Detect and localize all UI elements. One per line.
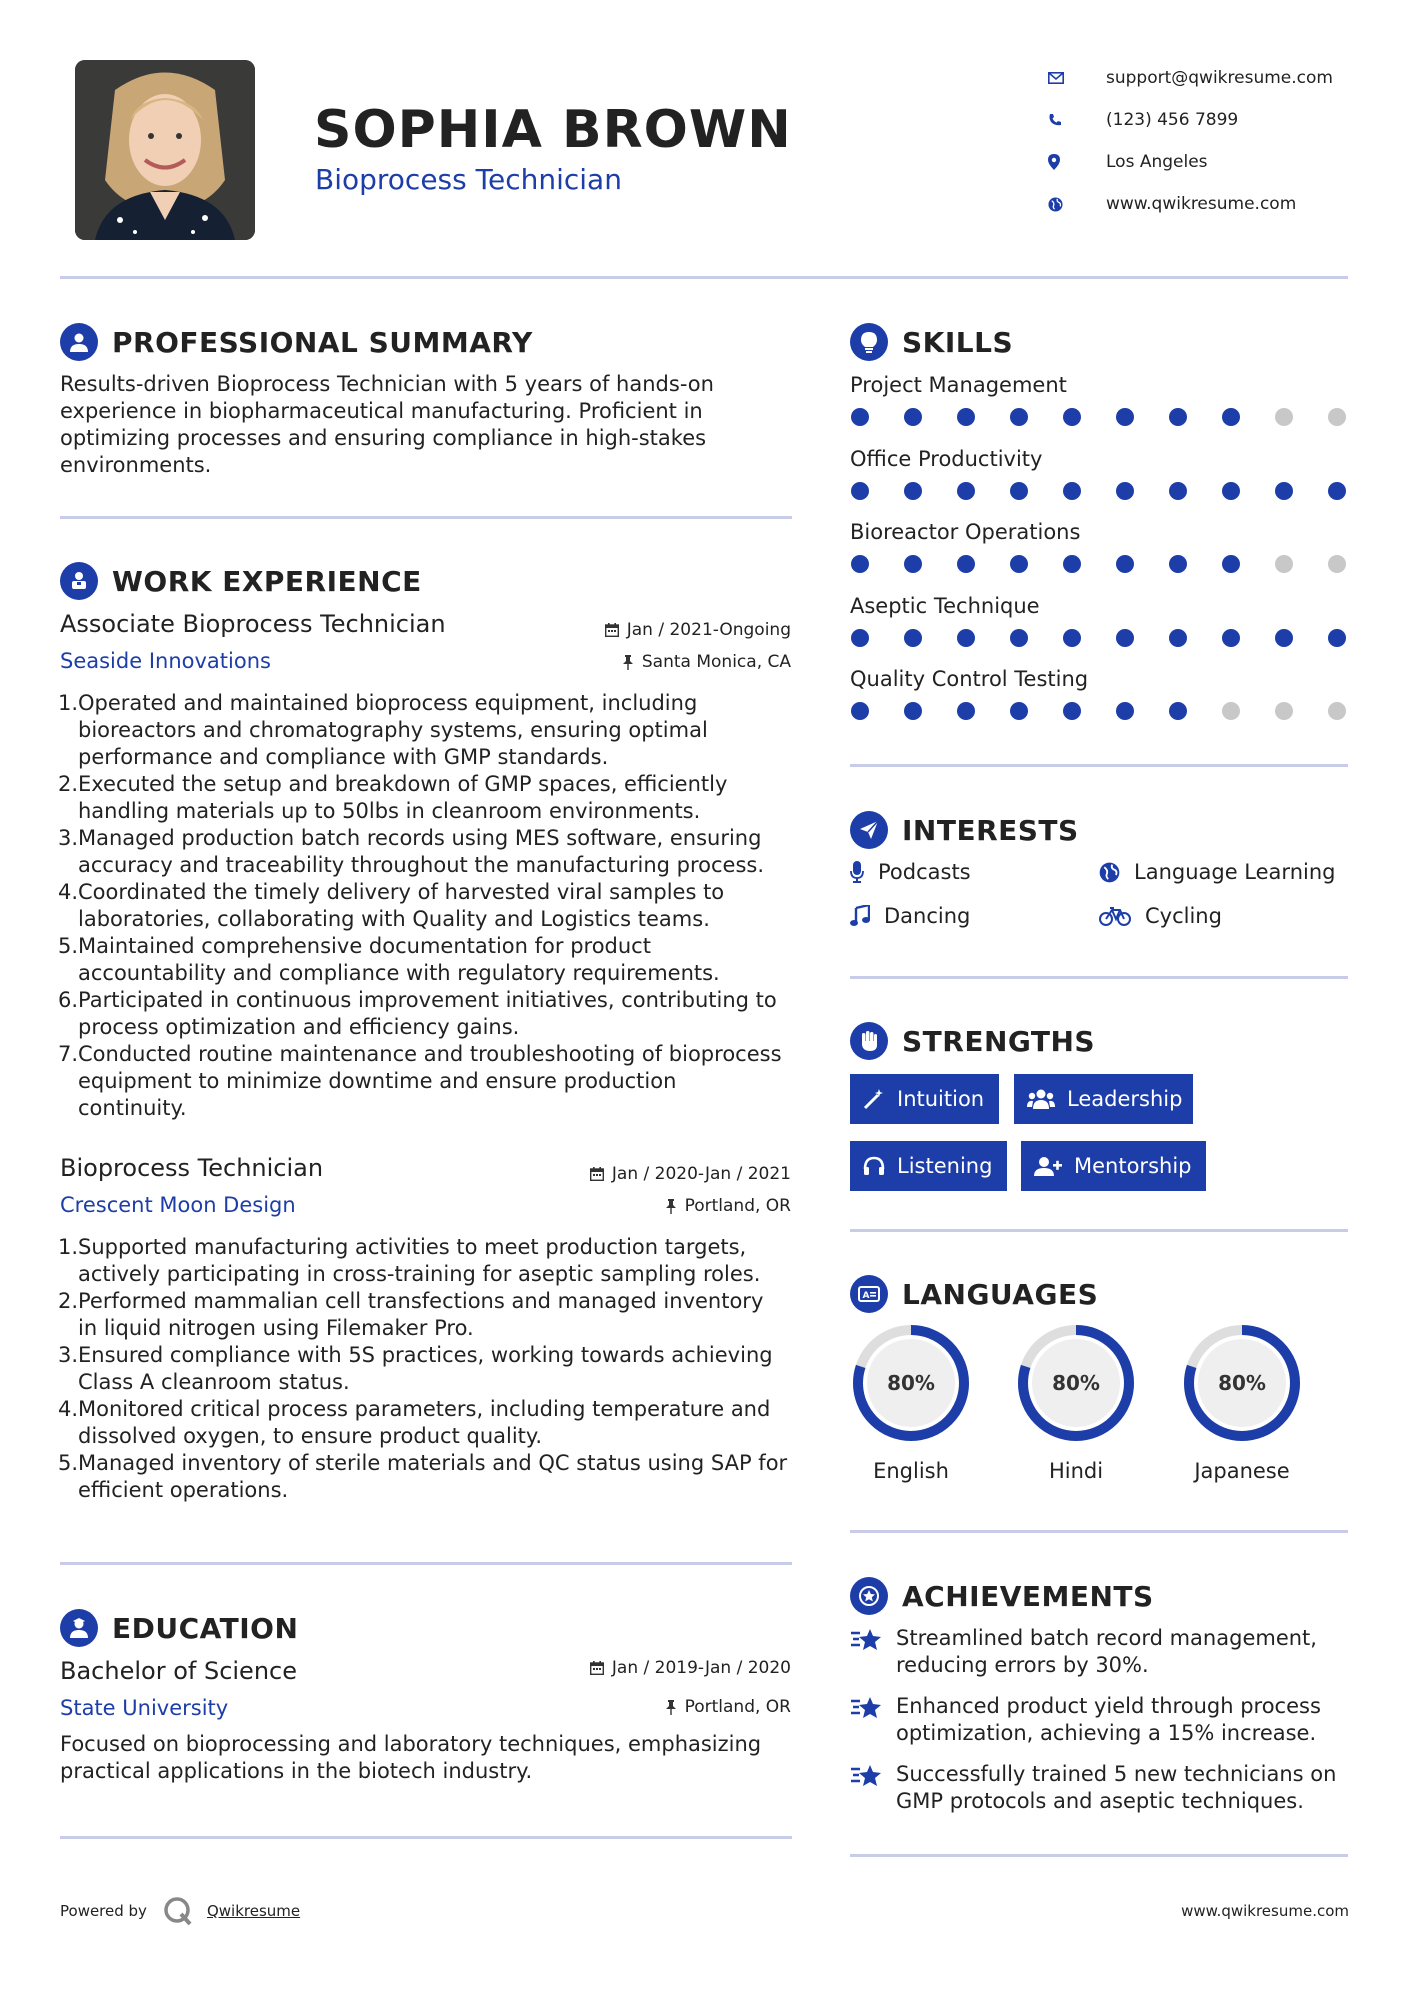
- skill-rating: [851, 702, 1346, 720]
- rating-dot-filled: [1275, 482, 1293, 500]
- skill-rating: [851, 555, 1346, 573]
- shooting-star-icon: [850, 1761, 896, 1815]
- ring-percent-label: 80%: [1218, 1371, 1266, 1395]
- skill-name: Quality Control Testing: [850, 667, 1089, 691]
- contact-location: [1048, 141, 1333, 183]
- fist-icon: [850, 1022, 888, 1060]
- strength-badge: [850, 1141, 1007, 1191]
- job-date: [590, 1164, 791, 1184]
- achievements-heading: [850, 1577, 1154, 1615]
- item-line: Managed production batch records using MES software, ensuring: [78, 826, 762, 850]
- item-line: Coordinated the timely delivery of harvested viral samples to: [78, 880, 725, 904]
- interest-label: Dancing: [884, 904, 971, 928]
- item-line: Operated and maintained bioprocess equipment, including: [78, 691, 698, 715]
- school-name: State University: [60, 1696, 229, 1720]
- item-line: Performed mammalian cell transfections and managed inventory: [78, 1289, 764, 1313]
- profile-photo: [75, 60, 255, 240]
- magic-wand-icon: [863, 1088, 885, 1110]
- rating-dot-filled: [851, 629, 869, 647]
- job-duties: [60, 690, 800, 1122]
- strength-label: Listening: [897, 1154, 993, 1178]
- section-divider: [850, 1530, 1348, 1533]
- rating-dot-filled: [1222, 555, 1240, 573]
- powered-by-text: Powered by: [60, 1902, 147, 1920]
- achievements-title: ACHIEVEMENTS: [902, 1579, 1154, 1613]
- work-heading: [60, 562, 422, 600]
- rating-dot-filled: [1063, 408, 1081, 426]
- item-number: 5.: [58, 1451, 79, 1475]
- rating-dot-filled: [1169, 482, 1187, 500]
- interest-item: [850, 860, 971, 884]
- rating-dot-empty: [1275, 408, 1293, 426]
- job-company: Seaside Innovations: [60, 649, 271, 673]
- strength-badge: [1021, 1141, 1206, 1191]
- strength-label: Leadership: [1067, 1087, 1183, 1111]
- language-progress-ring: [1177, 1318, 1307, 1448]
- interests-title: INTERESTS: [902, 813, 1079, 847]
- job-title: Associate Bioprocess Technician: [60, 610, 446, 638]
- work-title: WORK EXPERIENCE: [112, 564, 422, 598]
- interest-label: Cycling: [1145, 904, 1222, 928]
- achievement-item: [850, 1761, 1336, 1815]
- headphones-icon: [863, 1156, 885, 1176]
- item-line: performance and compliance with GMP standards.: [78, 745, 609, 769]
- star-badge-icon: [850, 1577, 888, 1615]
- globe-icon: [1099, 862, 1120, 883]
- rating-dot-filled: [851, 702, 869, 720]
- skill-name: Office Productivity: [850, 446, 1043, 471]
- skills-title: SKILLS: [902, 325, 1014, 359]
- achievement-line: Streamlined batch record management,: [896, 1626, 1317, 1650]
- phone-icon: [1048, 113, 1078, 127]
- job-date-text: Jan / 2020-Jan / 2021: [611, 1164, 791, 1184]
- rating-dot-filled: [904, 482, 922, 500]
- calendar-icon: [590, 1167, 604, 1181]
- languages-title: LANGUAGES: [902, 1277, 1099, 1311]
- rating-dot-filled: [904, 629, 922, 647]
- list-item: [60, 690, 800, 771]
- envelope-icon: [1048, 72, 1078, 84]
- section-divider: [850, 1854, 1348, 1857]
- rating-dot-filled: [957, 408, 975, 426]
- item-number: 2.: [58, 1289, 79, 1313]
- achievement-line: Enhanced product yield through process: [896, 1694, 1321, 1718]
- paper-plane-icon: [850, 811, 888, 849]
- candidate-role: Bioprocess Technician: [315, 163, 622, 196]
- language-name: Hindi: [1048, 1459, 1104, 1483]
- rating-dot-filled: [904, 408, 922, 426]
- rating-dot-filled: [1010, 408, 1028, 426]
- strength-label: Intuition: [897, 1087, 985, 1111]
- achievement-line: Successfully trained 5 new technicians on: [896, 1762, 1337, 1786]
- achievement-line: GMP protocols and aseptic techniques.: [896, 1789, 1304, 1813]
- contact-website[interactable]: [1048, 183, 1333, 225]
- item-line: accountability and compliance with regulatory requirements.: [78, 961, 720, 985]
- rating-dot-filled: [957, 702, 975, 720]
- strength-badge: [850, 1074, 999, 1124]
- strengths-heading: [850, 1022, 1095, 1060]
- list-item: [60, 987, 800, 1041]
- language-icon: [850, 1275, 888, 1313]
- briefcase-user-icon: [60, 562, 98, 600]
- language-progress-ring: [846, 1318, 976, 1448]
- job-location-text: Portland, OR: [684, 1196, 791, 1216]
- rating-dot-filled: [957, 555, 975, 573]
- rating-dot-filled: [851, 555, 869, 573]
- item-line: Ensured compliance with 5S practices, working towards achieving: [78, 1343, 773, 1367]
- rating-dot-filled: [904, 555, 922, 573]
- section-divider: [850, 1229, 1348, 1232]
- list-item: [60, 1342, 800, 1396]
- rating-dot-filled: [1328, 482, 1346, 500]
- microphone-icon: [850, 861, 864, 883]
- item-line: Managed inventory of sterile materials and QC status using SAP for: [78, 1451, 788, 1475]
- skill-name: Project Management: [850, 373, 1067, 397]
- item-line: accuracy and traceability throughout the manufacturing process.: [78, 853, 765, 877]
- strength-badge: [1014, 1074, 1193, 1124]
- job-location-text: Santa Monica, CA: [641, 652, 791, 672]
- user-plus-icon: [1034, 1156, 1062, 1176]
- education-line: Focused on bioprocessing and laboratory techniques, emphasizing: [60, 1732, 762, 1756]
- item-number: 1.: [58, 1235, 79, 1259]
- rating-dot-filled: [1010, 555, 1028, 573]
- rating-dot-filled: [1116, 555, 1134, 573]
- skill-name: Aseptic Technique: [850, 593, 1040, 618]
- languages-heading: [850, 1275, 1098, 1313]
- interest-label: Podcasts: [878, 860, 971, 884]
- rating-dot-filled: [1328, 629, 1346, 647]
- interest-item: [1099, 860, 1335, 884]
- job-duties: [60, 1234, 800, 1504]
- item-number: 4.: [58, 880, 79, 904]
- pushpin-icon: [665, 1199, 677, 1214]
- interests-heading: [850, 811, 1079, 849]
- rating-dot-empty: [1275, 555, 1293, 573]
- calendar-icon: [590, 1661, 604, 1675]
- item-number: 4.: [58, 1397, 79, 1421]
- rating-dot-filled: [957, 482, 975, 500]
- item-number: 6.: [58, 988, 79, 1012]
- list-item: [60, 1396, 800, 1450]
- item-line: equipment to minimize downtime and ensure production: [78, 1069, 677, 1093]
- section-divider: [850, 764, 1348, 767]
- users-icon: [1027, 1089, 1055, 1109]
- education-date: [590, 1658, 791, 1678]
- footer-website-link[interactable]: www.qwikresume.com: [1181, 1902, 1349, 1920]
- achievement-line: optimization, achieving a 15% increase.: [896, 1721, 1317, 1745]
- rating-dot-filled: [1010, 482, 1028, 500]
- map-pin-icon: [1048, 154, 1078, 170]
- degree-title: Bachelor of Science: [60, 1657, 297, 1685]
- rating-dot-filled: [1169, 408, 1187, 426]
- rating-dot-filled: [904, 702, 922, 720]
- section-divider: [60, 1836, 792, 1839]
- contact-phone-text: (123) 456 7899: [1106, 110, 1239, 130]
- rating-dot-filled: [957, 629, 975, 647]
- bicycle-icon: [1099, 906, 1131, 926]
- list-item: [60, 1234, 800, 1288]
- education-title: EDUCATION: [112, 1611, 299, 1645]
- education-location: [665, 1697, 791, 1717]
- rating-dot-filled: [1063, 482, 1081, 500]
- item-line: continuity.: [78, 1096, 187, 1120]
- interest-item: [850, 904, 970, 928]
- item-line: bioreactors and chromatography systems, ensuring optimal: [78, 718, 708, 742]
- summary-heading: [60, 323, 533, 361]
- rating-dot-filled: [1010, 702, 1028, 720]
- shooting-star-icon: [850, 1625, 896, 1679]
- contact-website-text: www.qwikresume.com: [1106, 194, 1297, 214]
- contact-email[interactable]: [1048, 57, 1333, 99]
- rating-dot-filled: [1063, 629, 1081, 647]
- contact-list: [1048, 57, 1333, 225]
- ring-percent-label: 80%: [1052, 1371, 1100, 1395]
- qwikresume-logo-icon: [163, 1896, 193, 1926]
- item-number: 5.: [58, 934, 79, 958]
- summary-line: experience in biopharmaceutical manufacturing. Proficient in: [60, 399, 703, 423]
- user-icon: [60, 323, 98, 361]
- item-number: 2.: [58, 772, 79, 796]
- item-line: in liquid nitrogen using Filemaker Pro.: [78, 1316, 474, 1340]
- summary-line: optimizing processes and ensuring compliance in high-stakes: [60, 426, 707, 450]
- globe-icon: [1048, 197, 1078, 212]
- contact-location-text: Los Angeles: [1106, 152, 1208, 172]
- summary-title: PROFESSIONAL SUMMARY: [112, 325, 533, 359]
- language-name: Japanese: [1194, 1459, 1290, 1483]
- qwikresume-link[interactable]: Qwikresume: [206, 1902, 301, 1920]
- contact-phone[interactable]: [1048, 99, 1333, 141]
- education-heading: [60, 1609, 298, 1647]
- skills-heading: [850, 323, 1013, 361]
- rating-dot-filled: [1116, 482, 1134, 500]
- rating-dot-empty: [1328, 555, 1346, 573]
- summary-line: Results-driven Bioprocess Technician with 5 years of hands-on: [60, 372, 714, 396]
- interest-item: [1099, 904, 1222, 928]
- item-line: Conducted routine maintenance and troubleshooting of bioprocess: [78, 1042, 782, 1066]
- item-line: dissolved oxygen, to ensure product quality.: [78, 1424, 543, 1448]
- strengths-title: STRENGTHS: [902, 1024, 1096, 1058]
- item-number: 1.: [58, 691, 79, 715]
- achievement-item: [850, 1693, 1321, 1747]
- item-line: Monitored critical process parameters, including temperature and: [78, 1397, 771, 1421]
- skill-name: Bioreactor Operations: [850, 520, 1081, 544]
- section-divider: [60, 516, 792, 519]
- list-item: [60, 1041, 800, 1122]
- section-divider: [850, 976, 1348, 979]
- summary-line: environments.: [60, 453, 212, 477]
- item-line: actively participating in cross-training for aseptic sampling roles.: [78, 1262, 761, 1286]
- job-location: [665, 1196, 791, 1216]
- rating-dot-filled: [1222, 629, 1240, 647]
- lightbulb-icon: [850, 323, 888, 361]
- achievement-item: [850, 1625, 1317, 1679]
- language-name: English: [873, 1459, 949, 1483]
- job-date-text: Jan / 2021-Ongoing: [626, 620, 791, 640]
- graduate-icon: [60, 1609, 98, 1647]
- skill-rating: [851, 408, 1346, 426]
- candidate-name: SOPHIA BROWN: [314, 100, 792, 160]
- item-line: laboratories, collaborating with Quality and Logistics teams.: [78, 907, 710, 931]
- list-item: [60, 825, 800, 879]
- rating-dot-filled: [1222, 482, 1240, 500]
- item-line: Participated in continuous improvement initiatives, contributing to: [78, 988, 777, 1012]
- footer-powered-by: [60, 1896, 300, 1926]
- education-date-text: Jan / 2019-Jan / 2020: [611, 1658, 791, 1678]
- rating-dot-filled: [1116, 629, 1134, 647]
- summary-text: [60, 371, 714, 479]
- education-line: practical applications in the biotech industry.: [60, 1759, 533, 1783]
- rating-dot-filled: [1275, 629, 1293, 647]
- item-line: Class A cleanroom status.: [78, 1370, 350, 1394]
- rating-dot-filled: [851, 482, 869, 500]
- list-item: [60, 933, 800, 987]
- list-item: [60, 1450, 800, 1504]
- header-divider: [60, 276, 1348, 279]
- calendar-icon: [605, 623, 619, 637]
- list-item: [60, 879, 800, 933]
- pushpin-icon: [665, 1700, 677, 1715]
- contact-email-text: support@qwikresume.com: [1106, 68, 1333, 88]
- rating-dot-empty: [1222, 702, 1240, 720]
- skill-rating: [851, 482, 1346, 500]
- job-date: [605, 620, 791, 640]
- achievement-line: reducing errors by 30%.: [896, 1653, 1149, 1677]
- rating-dot-filled: [1169, 702, 1187, 720]
- item-line: Maintained comprehensive documentation for product: [78, 934, 651, 958]
- item-number: 7.: [58, 1042, 79, 1066]
- rating-dot-filled: [1222, 408, 1240, 426]
- shooting-star-icon: [850, 1693, 896, 1747]
- item-line: handling materials up to 50lbs in cleanroom environments.: [78, 799, 701, 823]
- list-item: [60, 771, 800, 825]
- pushpin-icon: [622, 655, 634, 670]
- list-item: [60, 1288, 800, 1342]
- svg-text:A: A: [862, 1291, 870, 1301]
- rating-dot-empty: [1275, 702, 1293, 720]
- rating-dot-filled: [1169, 629, 1187, 647]
- language-progress-ring: [1011, 1318, 1141, 1448]
- strength-label: Mentorship: [1074, 1154, 1192, 1178]
- item-line: Supported manufacturing activities to meet production targets,: [78, 1235, 747, 1259]
- item-number: 3.: [58, 1343, 79, 1367]
- job-location: [622, 652, 791, 672]
- rating-dot-filled: [1116, 702, 1134, 720]
- rating-dot-filled: [1010, 629, 1028, 647]
- rating-dot-filled: [1116, 408, 1134, 426]
- job-title: Bioprocess Technician: [60, 1154, 324, 1182]
- education-description: [60, 1731, 761, 1785]
- music-note-icon: [850, 905, 870, 927]
- rating-dot-empty: [1328, 702, 1346, 720]
- item-line: efficient operations.: [78, 1478, 289, 1502]
- section-divider: [60, 1562, 792, 1565]
- job-company: Crescent Moon Design: [60, 1193, 296, 1217]
- education-location-text: Portland, OR: [684, 1697, 791, 1717]
- rating-dot-filled: [1063, 555, 1081, 573]
- item-line: process optimization and efficiency gains.: [78, 1015, 520, 1039]
- rating-dot-filled: [1169, 555, 1187, 573]
- skill-rating: [851, 629, 1346, 647]
- ring-percent-label: 80%: [887, 1371, 935, 1395]
- rating-dot-empty: [1328, 408, 1346, 426]
- rating-dot-filled: [851, 408, 869, 426]
- item-line: Executed the setup and breakdown of GMP spaces, efficiently: [78, 772, 728, 796]
- item-number: 3.: [58, 826, 79, 850]
- rating-dot-filled: [1063, 702, 1081, 720]
- interest-label: Language Learning: [1134, 860, 1336, 884]
